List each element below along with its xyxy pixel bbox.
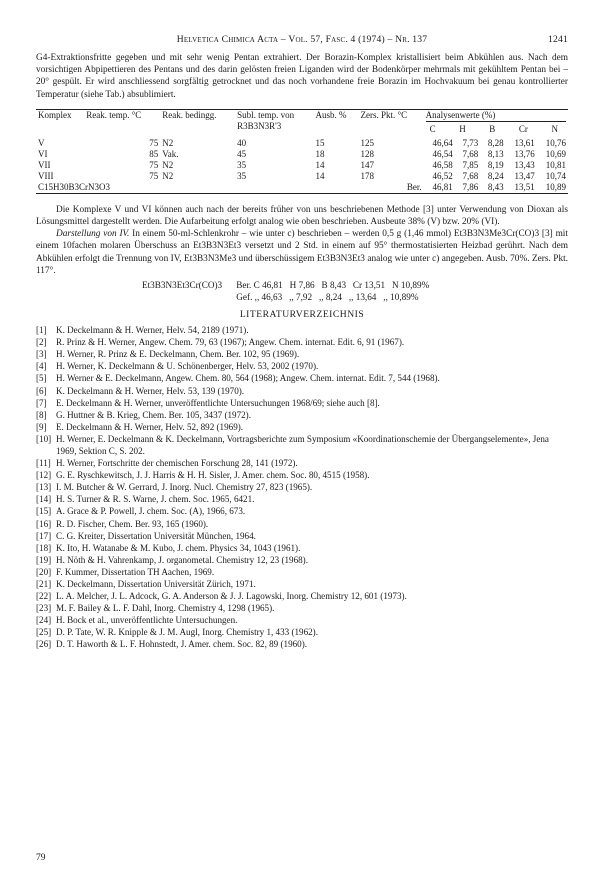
reference-number: [21] — [36, 579, 52, 589]
cell-t: 75 — [149, 137, 159, 148]
reference-text: H. Werner, E. Deckelmann & K. Deckelmann, Vortragsberichte zum Symposium «Koordinationschemie der Übergangselemente», Jena 1969, Sektion C, S. 202. — [56, 433, 549, 456]
cell-b: 8,24 — [487, 170, 504, 181]
reference-item — [36, 590, 568, 602]
reference-text: R. Prinz & H. Werner, Angew. Chem. 79, 63 (1967); Angew. Chem. internat. Edit. 6, 91 (1967). — [56, 337, 405, 348]
reference-number: [23] — [36, 603, 52, 614]
reference-item — [36, 566, 568, 578]
cell-n: 10,69 — [545, 148, 566, 159]
calc-row — [36, 182, 568, 194]
reference-item — [36, 397, 568, 409]
reference-text: C. G. Kreiter, Dissertation Universität München, 1964. — [56, 530, 256, 541]
cell-cr: 13,61 — [514, 137, 535, 148]
reference-text: G. E. Ryschkewitsch, J. J. Harris & H. H. Sisler, J. Amer. chem. Soc. 80, 4515 (1958). — [56, 470, 370, 481]
reference-item — [36, 602, 568, 614]
calc-formula: C15H30B3CrN3O3 — [36, 182, 359, 194]
reference-number: [7] — [36, 397, 47, 408]
reference-text: K. Deckelmann & H. Werner, Helv. 54, 2189 (1971). — [56, 325, 249, 336]
cell-k: VIII — [38, 170, 54, 181]
cell-s: 45 — [237, 148, 247, 159]
calc-label: Ber. — [359, 182, 424, 194]
cell-h: 7,73 — [462, 137, 479, 148]
reference-item — [36, 518, 568, 530]
reference-number: [2] — [36, 337, 47, 348]
reference-text: H. Werner, K. Deckelmann & U. Schönenberger, Helv. 53, 2002 (1970). — [56, 361, 319, 372]
results-table — [36, 109, 568, 194]
reference-text: G. Huttner & B. Krieg, Chem. Ber. 105, 3437 (1972). — [56, 409, 251, 420]
reference-number: [5] — [36, 373, 47, 384]
reference-item — [36, 457, 568, 469]
cell-t: 75 — [149, 170, 159, 181]
reference-text: D. T. Haworth & L. F. Hohnstedt, J. Amer. chem. Soc. 82, 89 (1960). — [56, 639, 308, 650]
calc-b: 8,43 — [480, 182, 505, 194]
paragraph-3: Darstellung von IV. In einem 50-ml-Schlenkrohr – wie unter c) beschrieben – werden 0,5 g (1,46 mmol) Et3B3N3Me3Cr(CO)3 [3] mit einem 10fachen molaren Überschuss an Et3B3N3Et3 versetzt und 2 Std. in einem auf 95° thermostatisierten Heizbad gerührt. Nach dem Abkühlen erfolgt die Trennung von IV, Et3B3N3Me3 und überschüssigem Et3B3N3Et3 analog wie unter c) angegeben. Ausb. 70%. Zers. Pkt. 117°. — [36, 229, 568, 276]
reference-item — [36, 638, 568, 650]
cell-b: 8,13 — [487, 148, 504, 159]
analysis-ber: Ber. C 46,81 H 7,86 B 8,43 Cr 13,51 N 10,89% — [236, 280, 430, 291]
cell-a: 14 — [315, 159, 325, 170]
paragraph-1: G4-Extraktionsfritte gegeben und mit sehr wenig Pentan extrahiert. Der Borazin-Komplex kristallisiert beim Abkühlen aus. Nach dem vorsichtigen Abpipettieren des Pentans und des darin gelösten freien Liganden wird der Bodenkörper mehrmals mit gekühltem Pentan bei –20° gespült. Er wird anschliessend sorgfältig getrocknet und das noch vorhandene freie Borazin im Hochvakuum bei genau kontrollierter Temperatur (siehe Tab.) absublimiert. — [36, 53, 568, 100]
calc-h: 7,86 — [455, 182, 480, 194]
reference-number: [22] — [36, 591, 52, 602]
reference-item — [36, 433, 568, 457]
cell-a: 14 — [315, 170, 325, 181]
cell-b: 8,19 — [487, 159, 504, 170]
journal-title: Helvetica Chimica Acta – Vol. 57, Fasc. 4 (1974) – Nr. 137 — [176, 34, 428, 45]
references-heading: LITERATURVERZEICHNIS — [239, 309, 365, 321]
calc-c: 46,81 — [424, 182, 455, 194]
cell-k: VII — [38, 159, 51, 170]
reference-number: [3] — [36, 349, 47, 360]
reference-number: [4] — [36, 361, 47, 372]
reference-item — [36, 469, 568, 481]
reference-text: I. M. Butcher & W. Gerrard, J. Inorg. Nucl. Chemistry 27, 823 (1965). — [56, 482, 313, 493]
reference-number: [11] — [36, 458, 51, 469]
col-zers: Zers. Pkt. °C — [359, 109, 424, 135]
col-ausb: Ausb. % — [314, 109, 359, 135]
reference-text: H. S. Turner & R. S. Warne, J. chem. Soc. 1965, 6421. — [56, 494, 255, 505]
reference-item — [36, 372, 568, 384]
reference-text: D. P. Tate, W. R. Knipple & J. M. Augl, Inorg. Chemistry 1, 433 (1962). — [56, 627, 318, 638]
cell-c: 46,64 — [432, 137, 453, 148]
reference-number: [19] — [36, 554, 52, 565]
reference-text: E. Deckelmann & H. Werner, unveröffentlichte Untersuchungen 1968/69; siehe auch [8]. — [56, 397, 380, 408]
reference-item — [36, 421, 568, 433]
reference-number: [18] — [36, 542, 52, 553]
col-komplex: Komplex — [36, 109, 84, 135]
reference-item — [36, 626, 568, 638]
reference-number: [10] — [36, 433, 52, 444]
cell-n: 10,81 — [545, 159, 566, 170]
reference-number: [24] — [36, 615, 52, 626]
reference-item — [36, 481, 568, 493]
calc-cr: 13,51 — [506, 182, 537, 194]
reference-text: R. D. Fischer, Chem. Ber. 93, 165 (1960). — [56, 518, 209, 529]
table-row — [36, 160, 568, 171]
reference-text: H. Werner, Fortschritte der chemischen Forschung 28, 141 (1972). — [56, 458, 298, 469]
reference-number: [26] — [36, 639, 52, 650]
table-row — [36, 171, 568, 182]
reference-number: [16] — [36, 518, 52, 529]
reference-item — [36, 554, 568, 566]
reference-number: [1] — [36, 325, 47, 336]
cell-c: 46,54 — [432, 148, 453, 159]
cell-k: V — [38, 137, 45, 148]
reference-item — [36, 505, 568, 517]
reference-item — [36, 530, 568, 542]
table-row — [36, 149, 568, 160]
cell-s: 35 — [237, 159, 247, 170]
cell-b: N2 — [162, 170, 174, 181]
cell-z: 128 — [360, 148, 375, 159]
col-subl: Subl. temp. von R3B3N3R'3 — [235, 109, 313, 135]
paragraph-2: Die Komplexe V und VI können auch nach der bereits früher von uns beschriebenen Methode [3] unter Verwendung von Dioxan als Lösungsmittel dargestellt werden. Die Aufarbeitung erfolgt analog wie oben beschrieben. Ausbeute 38% (V) bzw. 20% (VI). — [36, 204, 568, 228]
reference-item — [36, 324, 568, 336]
reference-number: [8] — [36, 409, 47, 420]
reference-text: A. Grace & P. Powell, J. chem. Soc. (A), 1966, 673. — [56, 506, 246, 517]
cell-b: Vak. — [162, 148, 179, 159]
cell-b: N2 — [162, 137, 174, 148]
reference-text: K. Ito, H. Watanabe & M. Kubo, J. chem. Physics 34, 1043 (1961). — [56, 542, 301, 553]
reference-item — [36, 493, 568, 505]
reference-text: H. Nöth & H. Vahrenkamp, J. organometal. Chemistry 12, 23 (1968). — [56, 554, 308, 565]
reference-number: [9] — [36, 421, 47, 432]
reference-item — [36, 614, 568, 626]
analysis-formula: Et3B3N3Et3Cr(CO)3 — [142, 280, 223, 291]
reference-text: F. Kummer, Dissertation TH Aachen, 1969. — [56, 566, 215, 577]
page-body — [36, 52, 568, 651]
reference-item — [36, 578, 568, 590]
cell-z: 178 — [360, 170, 375, 181]
reference-number: [14] — [36, 494, 52, 505]
cell-n: 10,74 — [545, 170, 566, 181]
analysis-gef: Gef. ,, 46,63 ,, 7,92 ,, 8,24 ,, 13,64 ,, 10,89% — [236, 292, 419, 303]
page-number: 1241 — [548, 34, 568, 45]
col-reak-temp: Reak. temp. °C — [84, 109, 160, 135]
cell-h: 7,68 — [462, 170, 479, 181]
reference-item — [36, 348, 568, 360]
elemental-analysis — [142, 279, 568, 303]
calc-n: 10,89 — [537, 182, 568, 194]
cell-cr: 13,76 — [514, 148, 535, 159]
reference-item — [36, 336, 568, 348]
footer-number: 79 — [36, 853, 46, 863]
reference-text: H. Werner & E. Deckelmann, Angew. Chem. 80, 564 (1968); Angew. Chem. internat. Edit. 7, 544 (1968). — [56, 373, 440, 384]
col-reak-bed: Reak. bedingg. — [160, 109, 235, 135]
reference-text: E. Deckelmann & H. Werner, Helv. 52, 892 (1969). — [56, 421, 244, 432]
reference-list — [36, 324, 568, 651]
cell-z: 147 — [360, 159, 375, 170]
cell-c: 46,52 — [432, 170, 453, 181]
table-body — [36, 135, 568, 194]
reference-number: [17] — [36, 530, 52, 541]
reference-text: M. F. Bailey & L. F. Dahl, Inorg. Chemistry 4, 1298 (1965). — [56, 603, 275, 614]
cell-h: 7,68 — [462, 148, 479, 159]
reference-text: H. Werner, R. Prinz & E. Deckelmann, Chem. Ber. 102, 95 (1969). — [56, 349, 300, 360]
cell-z: 125 — [360, 137, 375, 148]
cell-h: 7,85 — [462, 159, 479, 170]
col-analysis: Analysenwerte (%) C H B Cr N — [424, 109, 568, 135]
cell-b: 8,28 — [487, 137, 504, 148]
cell-n: 10,76 — [545, 137, 566, 148]
cell-a: 18 — [315, 148, 325, 159]
reference-number: [6] — [36, 385, 47, 396]
cell-a: 15 — [315, 137, 325, 148]
cell-b: N2 — [162, 159, 174, 170]
cell-c: 46,58 — [432, 159, 453, 170]
reference-text: K. Deckelmann & H. Werner, Helv. 53, 139 (1970). — [56, 385, 245, 396]
reference-item — [36, 360, 568, 372]
cell-s: 40 — [237, 137, 247, 148]
table-row — [36, 135, 568, 149]
reference-number: [12] — [36, 470, 52, 481]
reference-item — [36, 542, 568, 554]
reference-text: K. Deckelmann, Dissertation Universität Zürich, 1971. — [56, 579, 256, 589]
reference-text: L. A. Melcher, J. L. Adcock, G. A. Anderson & J. J. Lagowski, Inorg. Chemistry 12, 601 (1973). — [56, 591, 407, 602]
cell-k: VI — [38, 148, 48, 159]
subl-formula: R3B3N3R'3 — [237, 120, 282, 131]
reference-item — [36, 385, 568, 397]
reference-number: [15] — [36, 506, 52, 517]
reference-number: [25] — [36, 627, 52, 638]
cell-s: 35 — [237, 170, 247, 181]
cell-t: 85 — [149, 148, 159, 159]
reference-text: H. Bock et al., unveröffentlichte Untersuchungen. — [56, 615, 238, 626]
cell-t: 75 — [149, 159, 159, 170]
reference-number: [20] — [36, 566, 52, 577]
reference-number: [13] — [36, 482, 52, 493]
cell-cr: 13,47 — [514, 170, 535, 181]
cell-cr: 13,43 — [514, 159, 535, 170]
reference-item — [36, 409, 568, 421]
